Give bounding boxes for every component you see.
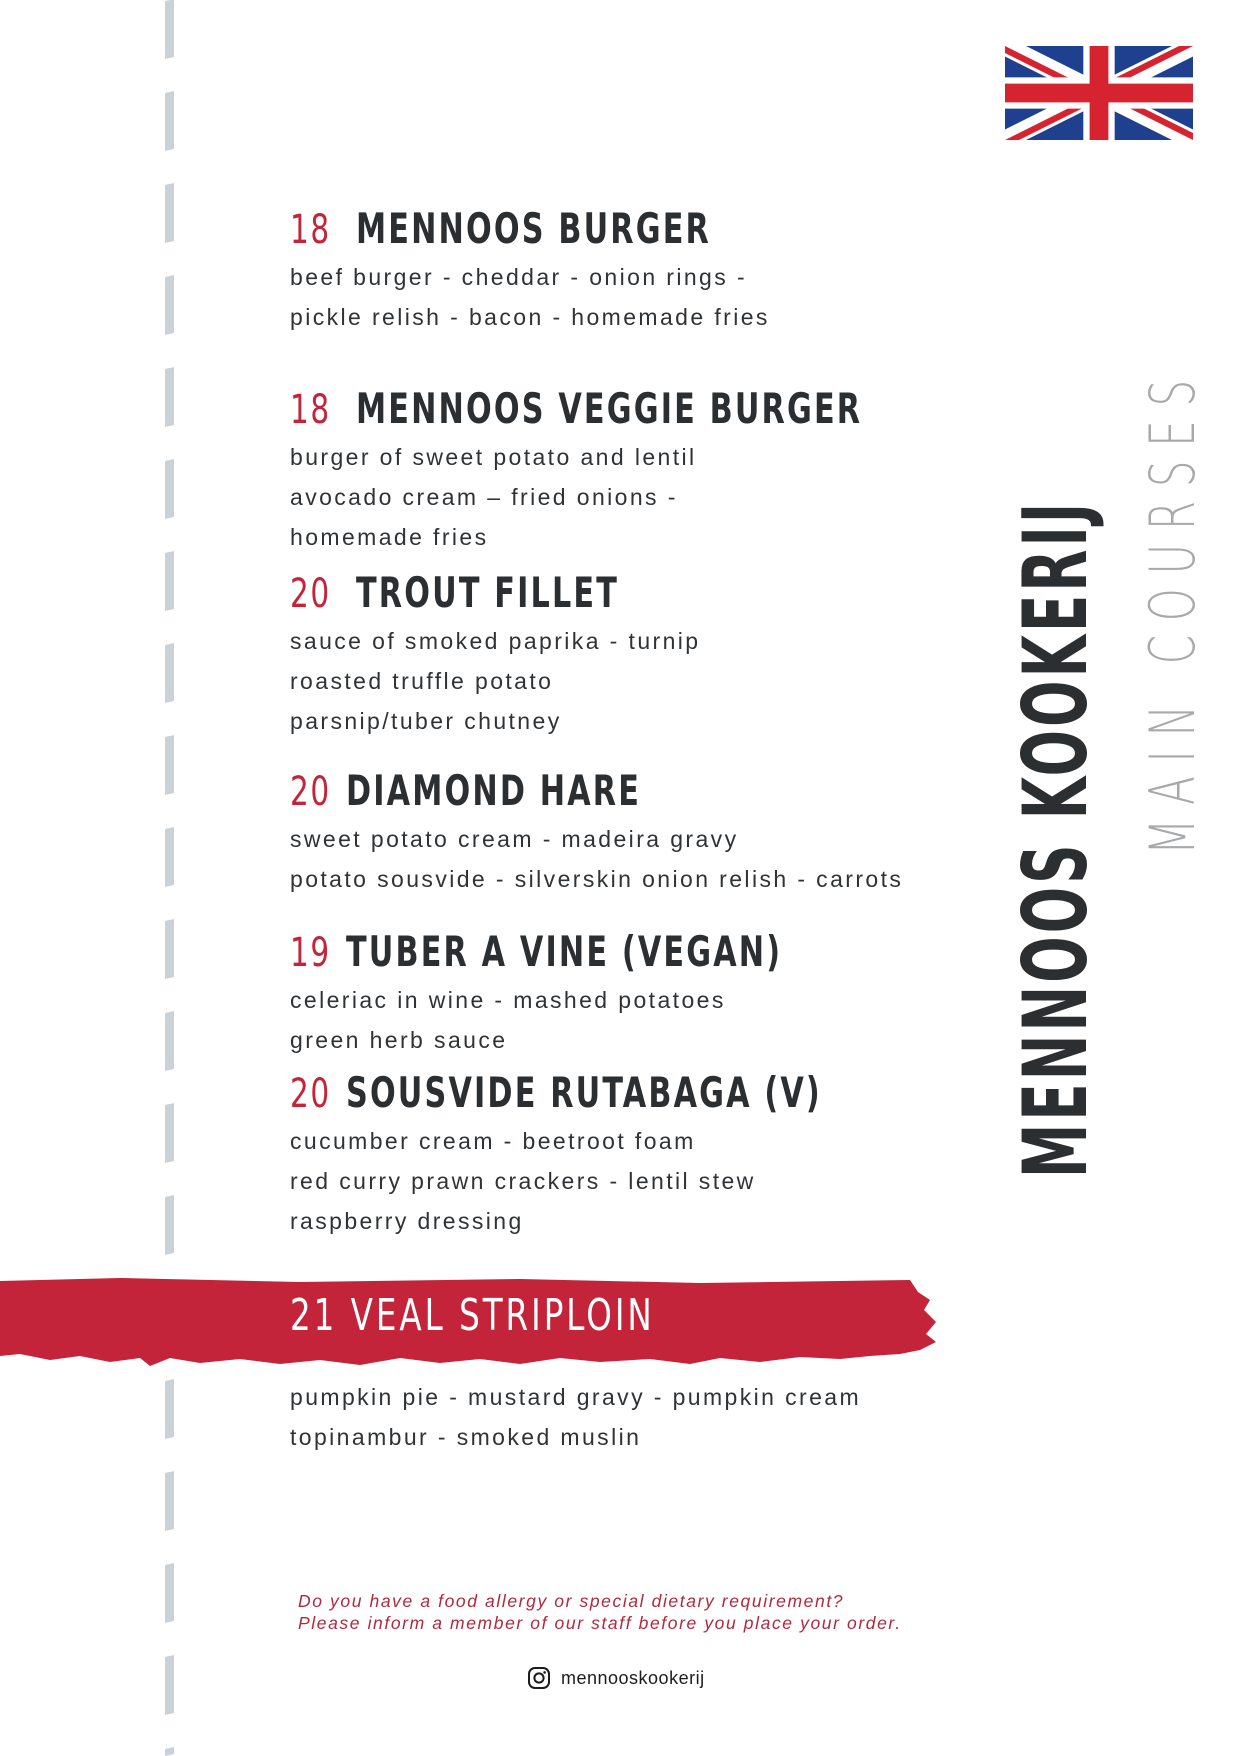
item-description-line: raspberry dressing: [290, 1208, 524, 1234]
item-description-line: beef burger - cheddar - onion rings -: [290, 264, 748, 290]
item-description-line: green herb sauce: [290, 1027, 508, 1053]
item-name: TUBER A VINE (VEGAN): [346, 927, 783, 976]
item-description-line: roasted truffle potato: [290, 668, 554, 694]
allergy-notice-line: Do you have a food allergy or special dietary requirement?: [298, 1591, 845, 1611]
item-name: TROUT FILLET: [356, 568, 619, 617]
section-title: MAIN COURSES: [1136, 366, 1209, 855]
item-description-line: topinambur - smoked muslin: [290, 1424, 642, 1450]
social-handle[interactable]: [527, 1666, 705, 1690]
item-description-line: celeriac in wine - mashed potatoes: [290, 987, 726, 1013]
item-name: MENNOOS BURGER: [356, 204, 711, 253]
item-description-line: avocado cream – fried onions -: [290, 484, 678, 510]
item-description-line: parsnip/tuber chutney: [290, 708, 562, 734]
item-description-line: potato sousvide - silverskin onion relish - carrots: [290, 866, 904, 892]
item-description-line: pickle relish - bacon - homemade fries: [290, 304, 770, 330]
item-description-line: homemade fries: [290, 524, 489, 550]
item-description-line: burger of sweet potato and lentil: [290, 444, 697, 470]
instagram-handle: mennooskookerij: [561, 1667, 705, 1688]
featured-description: [290, 1376, 861, 1456]
item-price: 19: [290, 930, 331, 976]
decorative-dashed-line: [165, 0, 174, 1756]
item-price: 20: [290, 769, 331, 815]
item-name: MENNOOS VEGGIE BURGER: [356, 384, 863, 433]
menu-item: [290, 766, 903, 898]
item-name: SOUSVIDE RUTABAGA (V): [346, 1068, 822, 1117]
item-price: 18: [290, 387, 331, 433]
menu-item: [290, 927, 952, 1059]
item-description-line: sweet potato cream - madeira gravy: [290, 826, 739, 852]
menu-item: [290, 568, 721, 740]
item-description-line: pumpkin pie - mustard gravy - pumpkin cream: [290, 1384, 862, 1410]
menu-item: [290, 1068, 1007, 1240]
instagram-icon: [527, 1666, 551, 1690]
item-name: DIAMOND HARE: [346, 766, 642, 815]
item-price: 18: [290, 207, 331, 253]
allergy-notice-line: Please inform a member of our staff before you place your order.: [298, 1613, 902, 1633]
item-price: 20: [290, 571, 331, 617]
item-description-line: red curry prawn crackers - lentil stew: [290, 1168, 756, 1194]
item-description-line: sauce of smoked paprika - turnip: [290, 628, 701, 654]
featured-title: 21 VEAL STRIPLOIN: [290, 1290, 655, 1341]
item-description-line: cucumber cream - beetroot foam: [290, 1128, 696, 1154]
menu-item: [290, 384, 1059, 556]
allergy-notice: [298, 1590, 902, 1634]
brand-name: MENNOOS KOOKERIJ: [1004, 499, 1107, 1178]
item-price: 20: [290, 1071, 331, 1117]
menu-item: [290, 204, 849, 336]
